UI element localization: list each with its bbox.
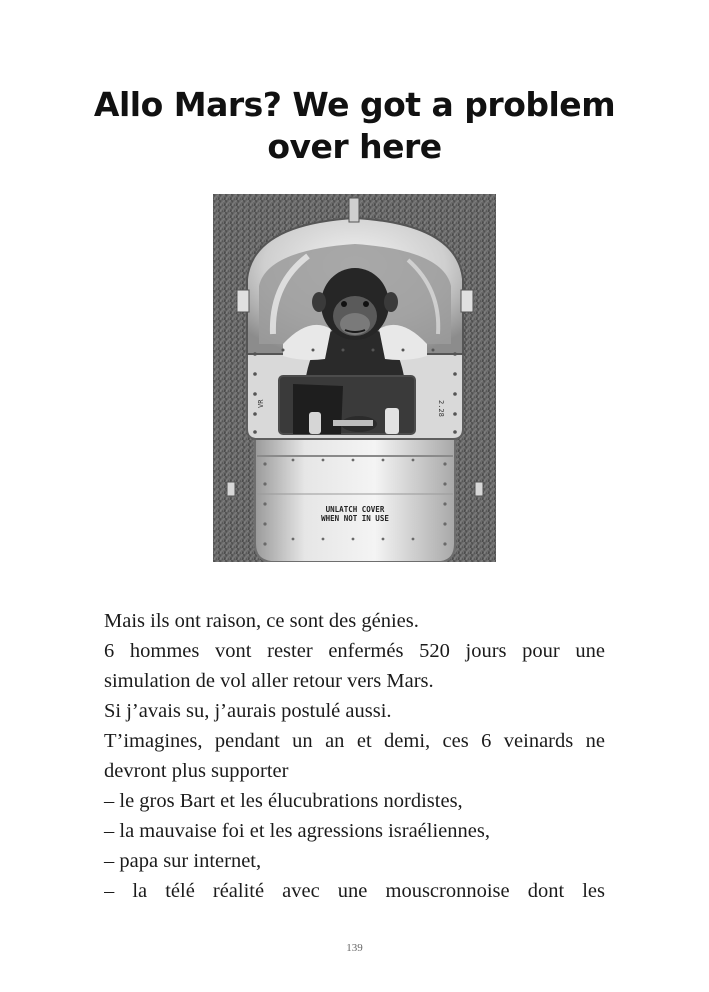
page-number: 139: [346, 942, 363, 954]
page-title: [60, 84, 649, 168]
capsule-body: [255, 419, 455, 562]
chimpanzee-capsule-photo: [213, 194, 496, 562]
photo-illustration: [213, 194, 496, 562]
body-line-8: – la mauvaise foi et les agressions israéliennes,: [104, 820, 490, 842]
capsule-label-line-1: UNLATCH COVER: [325, 505, 385, 514]
body-line-9: – papa sur internet,: [104, 850, 262, 872]
body-line-3: simulation de vol aller retour vers Mars.: [104, 670, 434, 692]
capsule-label-line-2: WHEN NOT IN USE: [321, 514, 389, 523]
body-line-1: Mais ils ont raison, ce sont des génies.: [104, 610, 419, 632]
title-line-2: over here: [267, 127, 442, 166]
title-line-1: Allo Mars? We got a problem: [93, 85, 616, 124]
body-line-7: – le gros Bart et les élucubrations nordistes,: [104, 790, 463, 812]
body-line-10: – la télé réalité avec une mouscronnoise dont les: [104, 880, 605, 902]
side-mark-left: VR: [257, 399, 265, 408]
body-line-4: Si j’avais su, j’aurais postulé aussi.: [104, 700, 392, 722]
body-text: [104, 606, 605, 906]
body-line-2: 6 hommes vont rester enfermés 520 jours pour une: [104, 640, 605, 662]
body-line-5: T’imagines, pendant un an et demi, ces 6 veinards ne: [104, 730, 605, 752]
body-line-6: devront plus supporter: [104, 760, 289, 782]
side-mark-right: 2.28: [437, 400, 445, 417]
